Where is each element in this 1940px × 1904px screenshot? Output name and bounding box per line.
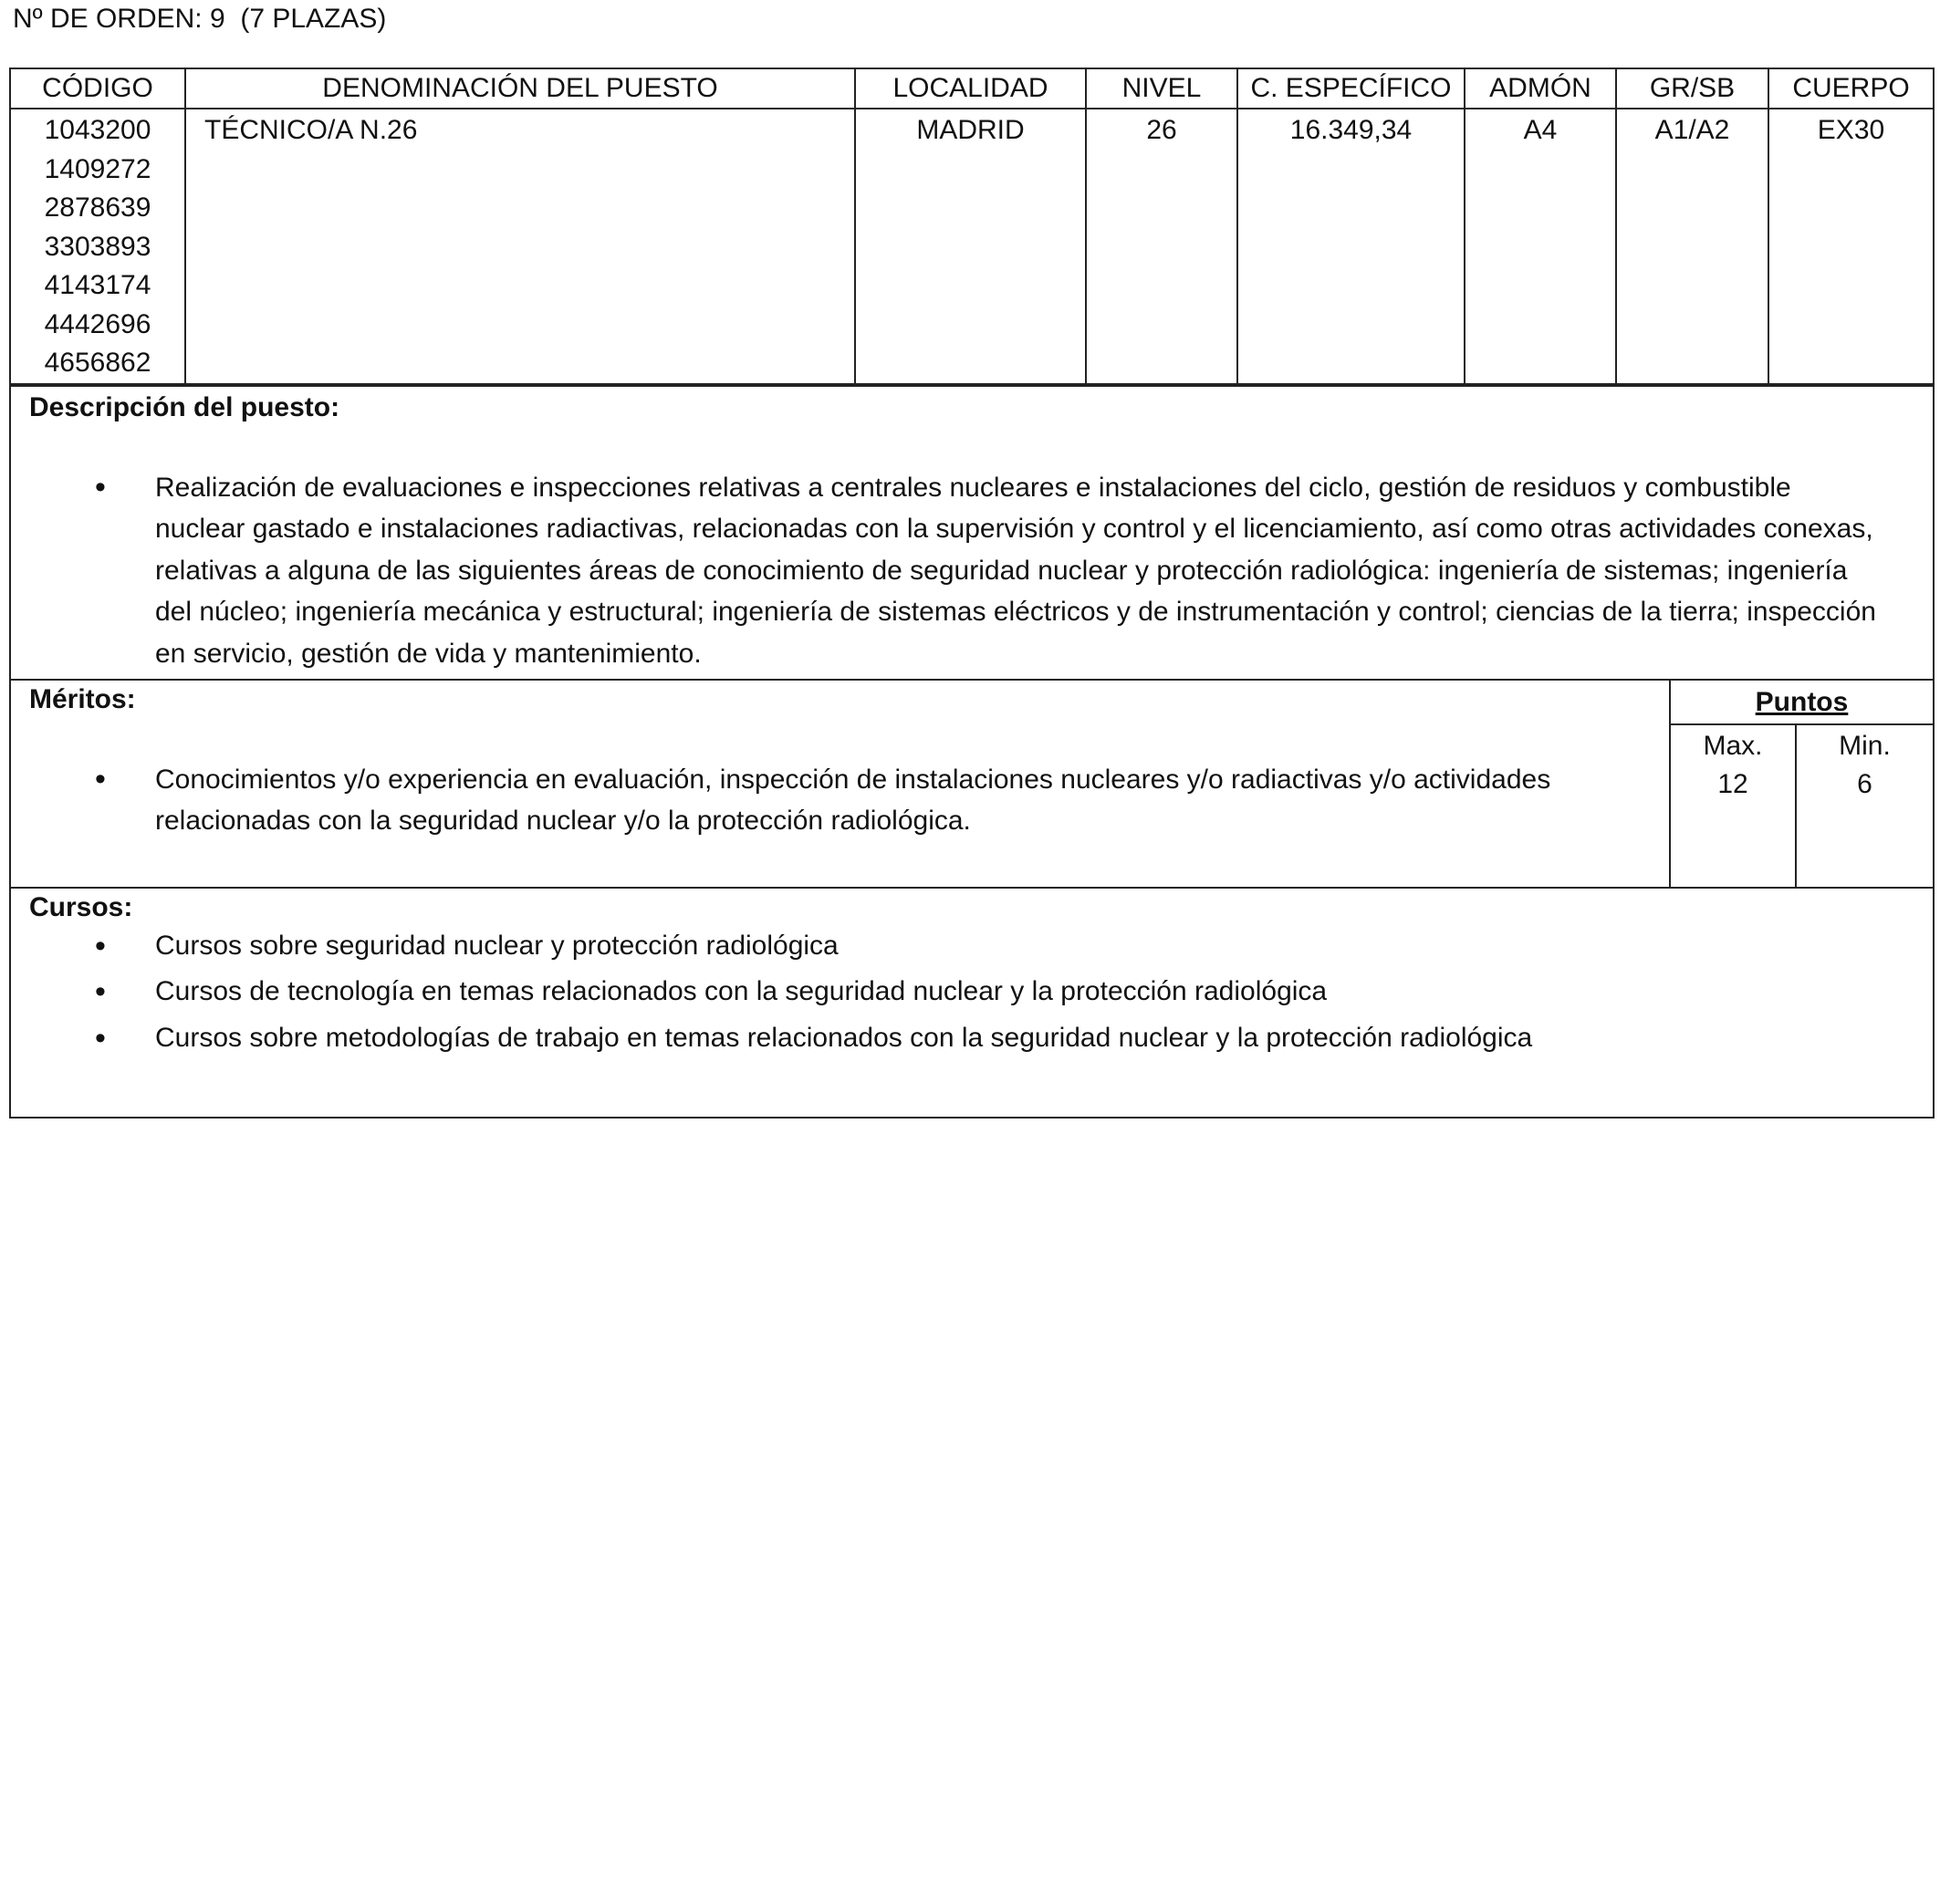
points-min-label: Min.: [1839, 730, 1891, 761]
description-list: [11, 467, 1933, 675]
code-value: 2878639: [44, 192, 151, 223]
points-max-value: 12: [1717, 768, 1748, 799]
points-max-column: [1671, 725, 1797, 887]
points-box: [1669, 681, 1933, 887]
code-value: 1043200: [44, 115, 151, 145]
table-row: [11, 109, 1933, 384]
code-value: 4442696: [44, 308, 151, 339]
merits-list: [11, 759, 1669, 842]
courses-label: Cursos:: [29, 891, 133, 922]
code-value: 4143174: [44, 270, 151, 300]
nivel-cell: 26: [1086, 109, 1237, 384]
column-header-cuerpo: CUERPO: [1768, 69, 1933, 109]
column-header-especifico: C. ESPECÍFICO: [1237, 69, 1465, 109]
cuerpo-cell: EX30: [1768, 109, 1933, 384]
admon-cell: A4: [1465, 109, 1616, 384]
merits-label: Méritos:: [29, 683, 136, 714]
code-value: 3303893: [44, 231, 151, 262]
courses-list: [11, 923, 1933, 1062]
courses-section: [11, 887, 1933, 1117]
merits-content: [11, 681, 1669, 887]
description-item: • Realización de evaluaciones e inspecciones relativas a centrales nucleares e instalaciones del ciclo, gestión de residuos y combustible nuclear gastado e instalaciones radiactivas, relacionadas con la supervisión y control y el licenciamiento, así como otras actividades conexas, relativas a alguna de las siguientes áreas de conocimiento de seguridad nuclear y protección radiológica: ingeniería de sistemas; ingeniería del núcleo; ingeniería mecánica y estructural; ingeniería de sistemas eléctricos y de instrumentación y control; ciencias de la tierra; inspección en servicio, gestión de vida y mantenimiento.: [11, 467, 1933, 675]
codes-cell: [11, 109, 185, 384]
column-header-denominacion: DENOMINACIÓN DEL PUESTO: [185, 69, 855, 109]
description-section: [11, 385, 1933, 679]
course-item: • Cursos sobre metodologías de trabajo en temas relacionados con la seguridad nuclear y la protección radiológica: [11, 1015, 1933, 1062]
points-columns: [1671, 725, 1933, 887]
code-value: 4656862: [44, 348, 151, 378]
localidad-cell: MADRID: [855, 109, 1086, 384]
job-posting-frame: [9, 68, 1935, 1118]
grsb-cell: A1/A2: [1616, 109, 1768, 384]
column-header-grsb: GR/SB: [1616, 69, 1768, 109]
table-header-row: [11, 69, 1933, 109]
especifico-cell: 16.349,34: [1237, 109, 1465, 384]
order-number-heading: Nº DE ORDEN: 9 (7 PLAZAS): [13, 4, 387, 34]
merits-item: • Conocimientos y/o experiencia en evaluación, inspección de instalaciones nucleares y/o radiactivas y/o actividades relacionadas con la seguridad nuclear y/o la protección radiológica.: [11, 759, 1669, 842]
column-header-admon: ADMÓN: [1465, 69, 1616, 109]
course-item: • Cursos sobre seguridad nuclear y protección radiológica: [11, 923, 1933, 970]
column-header-nivel: NIVEL: [1086, 69, 1237, 109]
points-title-text: Puntos: [1755, 686, 1849, 717]
points-min-value: 6: [1857, 768, 1872, 799]
job-table: [11, 69, 1933, 385]
points-title: [1671, 681, 1933, 725]
points-max-label: Max.: [1703, 730, 1763, 761]
column-header-localidad: LOCALIDAD: [855, 69, 1086, 109]
column-header-codigo: CÓDIGO: [11, 69, 185, 109]
denominacion-cell: TÉCNICO/A N.26: [185, 109, 855, 384]
merits-section: [11, 679, 1933, 887]
course-item: • Cursos de tecnología en temas relacionados con la seguridad nuclear y la protección radiológica: [11, 969, 1933, 1015]
code-value: 1409272: [44, 153, 151, 184]
description-label: Descripción del puesto:: [29, 391, 340, 422]
points-min-column: [1797, 725, 1933, 887]
